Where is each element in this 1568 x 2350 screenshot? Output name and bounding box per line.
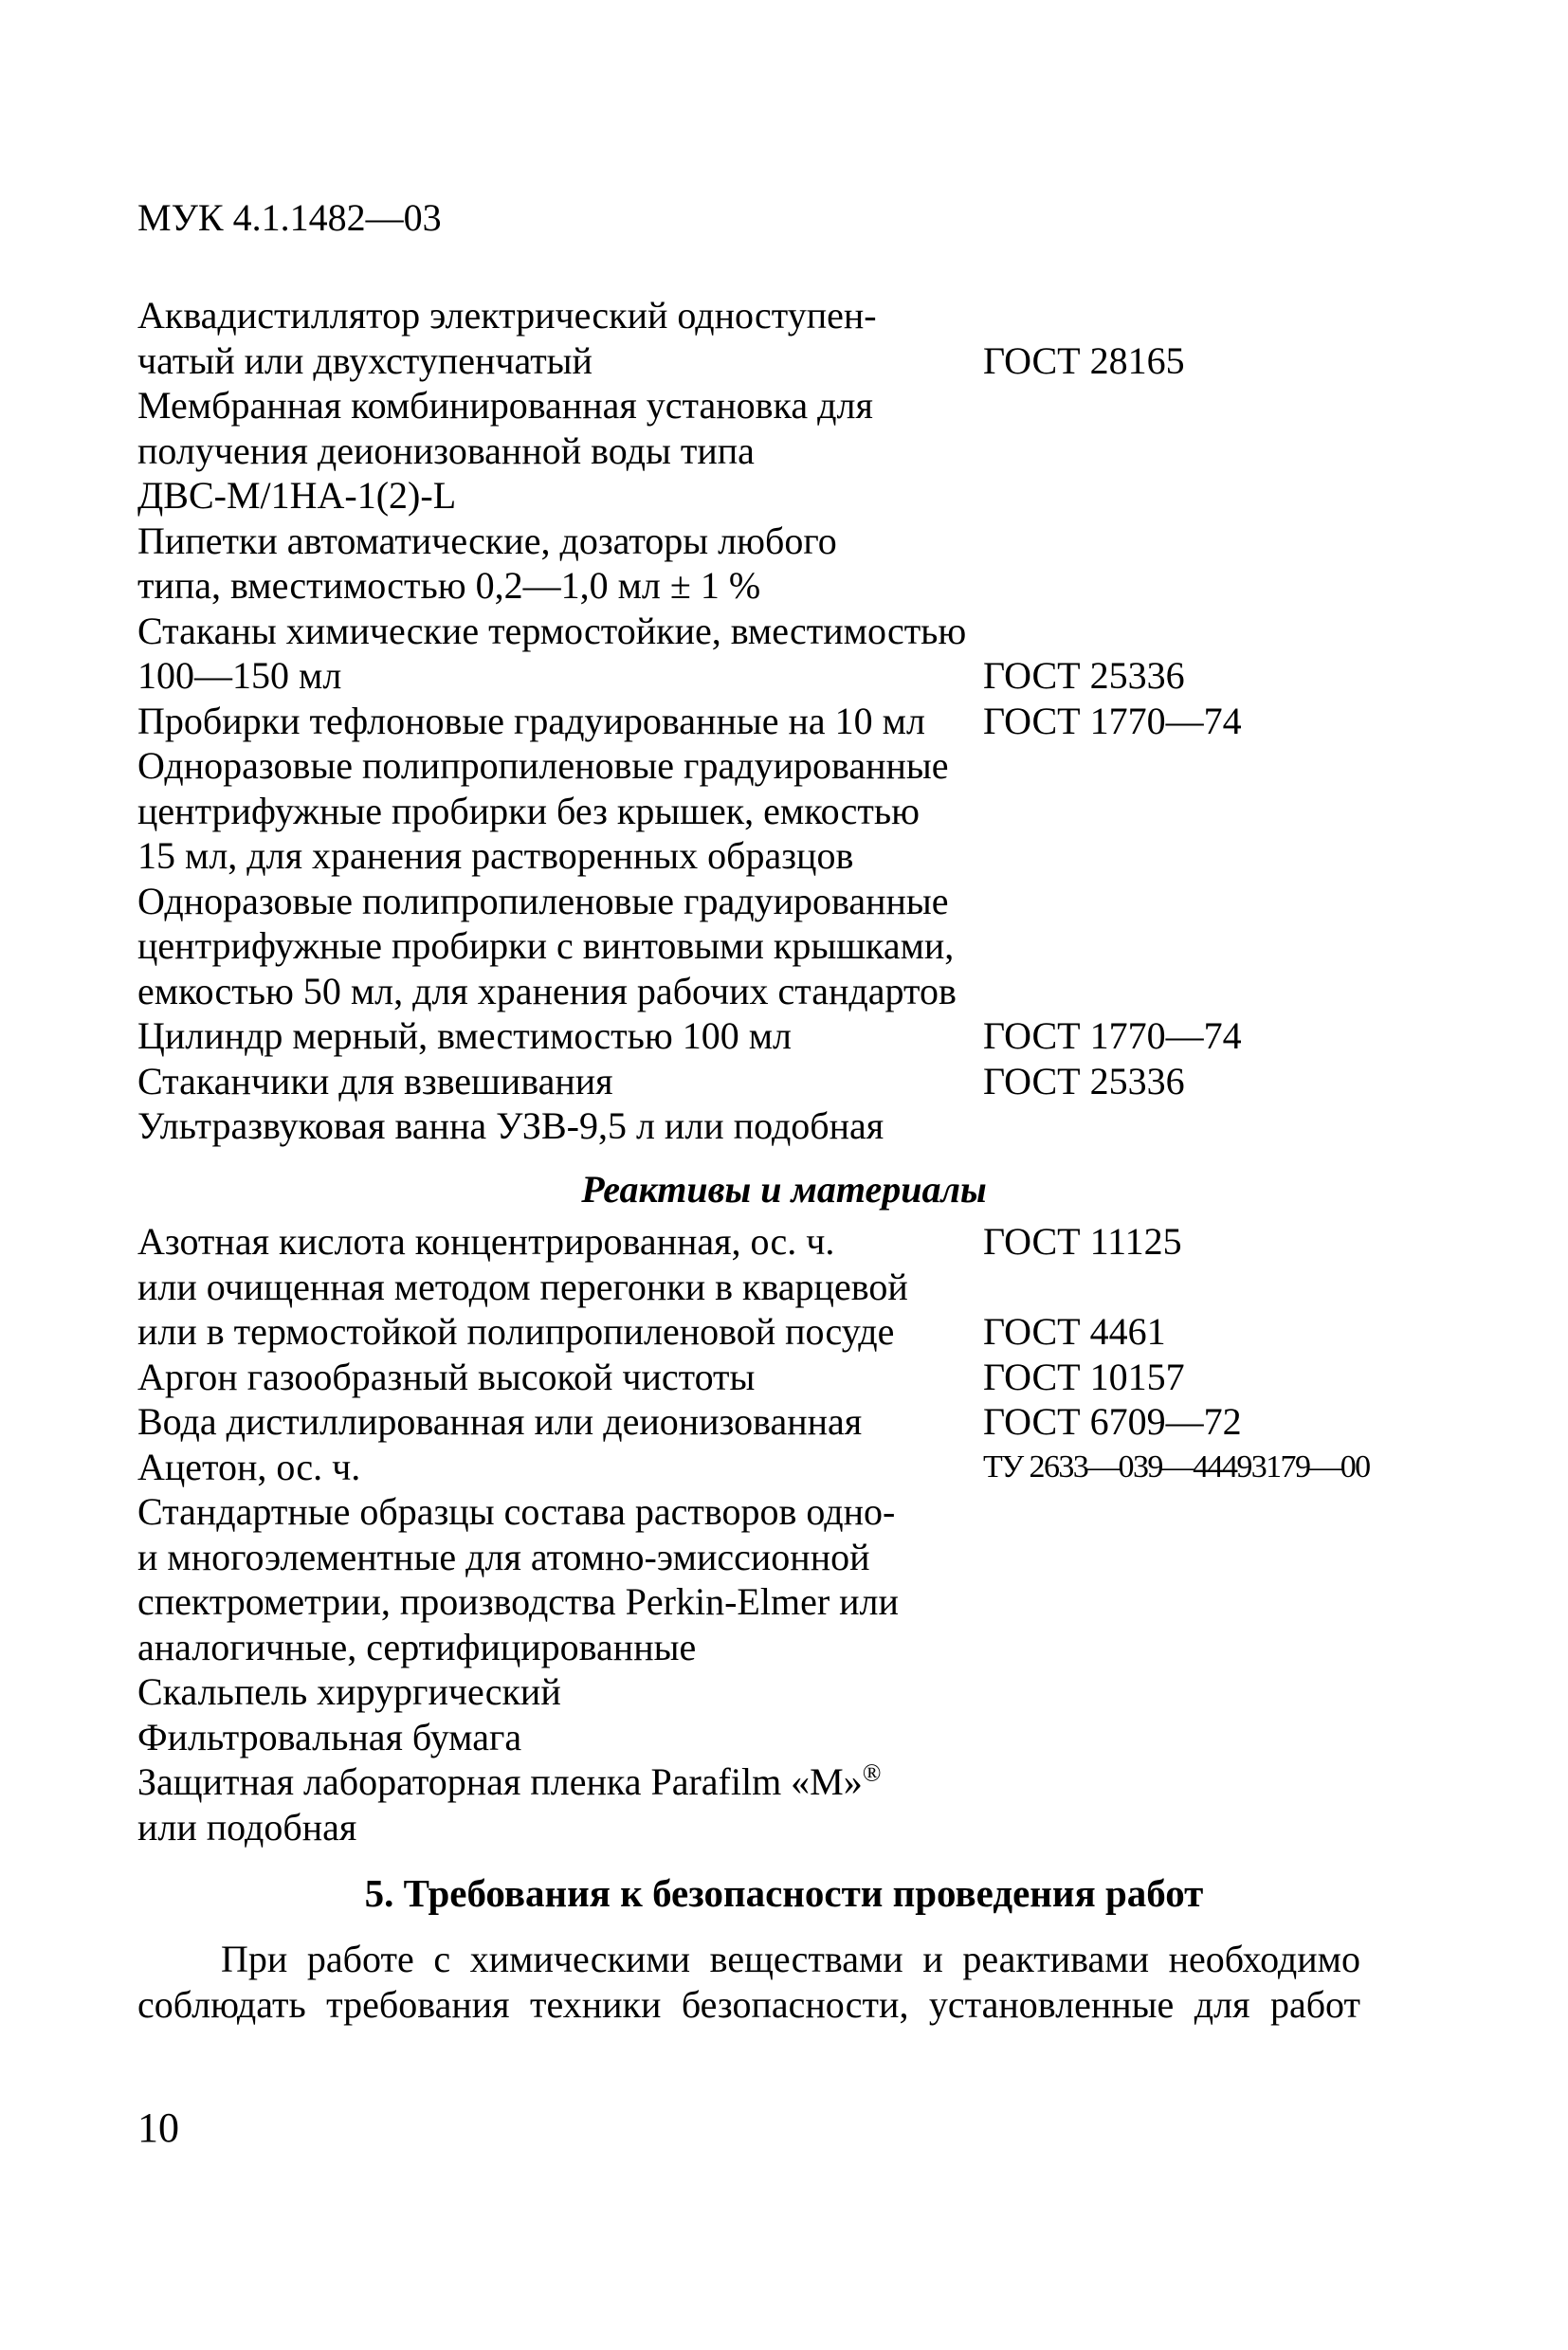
equipment-line: Стаканы химические термостойкие, вместимостью (137, 609, 967, 652)
equipment-line: емкостью 50 мл, для хранения рабочих стандартов (137, 969, 957, 1012)
equipment-line: Цилиндр мерный, вместимостью 100 мл (137, 1014, 793, 1057)
equipment-item (137, 743, 1446, 879)
reagents-heading: Реактивы и материалы (581, 1168, 987, 1211)
equipment-item (137, 699, 1446, 744)
reagent-standard: ГОСТ 10157 (983, 1355, 1185, 1398)
reagent-line: аналогичные, сертифицированные (137, 1625, 697, 1668)
reagent-standard: ТУ 2633—039—44493179—00 (983, 1448, 1370, 1485)
reagent-line: Азотная кислота концентрированная, ос. ч. (137, 1220, 835, 1263)
safety-paragraph (137, 1937, 1360, 2028)
equipment-item (137, 293, 1446, 383)
equipment-item (137, 519, 1446, 609)
reagent-item (137, 1265, 1446, 1355)
paragraph-line: соблюдать требования техники безопасности, установленные для работ (137, 1983, 1360, 2026)
equipment-line: 100—150 мл (137, 654, 342, 697)
equipment-item (137, 609, 1446, 699)
reagent-item (137, 1219, 1446, 1265)
equipment-item (137, 1059, 1446, 1104)
equipment-line: чатый или двухступенчатый (137, 338, 593, 382)
equipment-line: Одноразовые полипропиленовые градуированные (137, 879, 949, 922)
reagent-item (137, 1399, 1446, 1445)
equipment-line: Мембранная комбинированная установка для (137, 384, 873, 427)
equipment-line: получения деионизованной воды типа (137, 428, 755, 472)
reagent-item (137, 1445, 1446, 1490)
equipment-item (137, 383, 1446, 519)
reagent-line: Фильтровальная бумага (137, 1715, 522, 1758)
equipment-line: Пробирки тефлоновые градуированные на 10 мл (137, 699, 925, 742)
registered-mark: ® (862, 1758, 882, 1787)
equipment-standard: ГОСТ 25336 (983, 1059, 1185, 1102)
reagent-line (137, 1759, 962, 1805)
reagent-line: Стандартные образцы состава растворов одно- (137, 1490, 896, 1533)
reagent-line: или очищенная методом перегонки в кварцевой (137, 1265, 908, 1308)
paragraph-line: При работе с химическими веществами и реактивами необходимо (221, 1938, 1360, 1980)
reagent-item (137, 1669, 1446, 1715)
equipment-line: центрифужные пробирки без крышек, емкостью (137, 789, 920, 832)
reagent-line: и многоэлементные для атомно-эмиссионной (137, 1535, 870, 1578)
document-code: МУК 4.1.1482—03 (137, 196, 442, 239)
equipment-line: Аквадистиллятор электрический одноступен- (137, 294, 877, 337)
equipment-standard: ГОСТ 1770—74 (983, 699, 1242, 742)
reagent-item (137, 1759, 1446, 1849)
reagent-line: спектрометрии, производства Perkin-Elmer или (137, 1580, 899, 1623)
equipment-standard: ГОСТ 28165 (983, 338, 1185, 382)
reagent-item (137, 1715, 1446, 1760)
page-number: 10 (137, 2104, 179, 2151)
equipment-line: Стаканчики для взвешивания (137, 1059, 613, 1102)
equipment-line: Ультразвуковая ванна УЗВ-9,5 л или подобная (137, 1104, 884, 1147)
reagent-standard: ГОСТ 4461 (983, 1310, 1166, 1353)
reagent-line: Скальпель хирургический (137, 1670, 561, 1713)
reagent-line: или подобная (137, 1805, 357, 1849)
reagent-item (137, 1355, 1446, 1400)
equipment-line: типа, вместимостью 0,2—1,0 мл ± 1 % (137, 564, 761, 607)
reagent-standard: ГОСТ 11125 (983, 1220, 1182, 1263)
equipment-item (137, 1103, 1446, 1149)
equipment-line: Пипетки автоматические, дозаторы любого (137, 519, 837, 562)
reagent-line: Ацетон, ос. ч. (137, 1445, 361, 1488)
equipment-standard: ГОСТ 25336 (983, 654, 1185, 697)
equipment-item (137, 1013, 1446, 1059)
equipment-line: Одноразовые полипропиленовые градуированные (137, 744, 949, 787)
equipment-standard: ГОСТ 1770—74 (983, 1014, 1242, 1057)
reagent-standard: ГОСТ 6709—72 (983, 1400, 1242, 1443)
equipment-line: 15 мл, для хранения растворенных образцов (137, 834, 854, 877)
equipment-line: ДВС-М/1НА-1(2)-L (137, 474, 457, 517)
section-heading: 5. Требования к безопасности проведения работ (364, 1871, 1204, 1915)
equipment-item (137, 879, 1446, 1014)
reagent-line-text: Защитная лабораторная пленка Parafilm «M» (137, 1760, 863, 1803)
reagent-item (137, 1489, 1446, 1669)
equipment-line: центрифужные пробирки с винтовыми крышками, (137, 924, 955, 967)
reagent-line: Вода дистиллированная или деионизованная (137, 1400, 863, 1443)
reagent-line: Аргон газообразный высокой чистоты (137, 1355, 756, 1398)
reagent-line: или в термостойкой полипропиленовой посуде (137, 1310, 895, 1353)
